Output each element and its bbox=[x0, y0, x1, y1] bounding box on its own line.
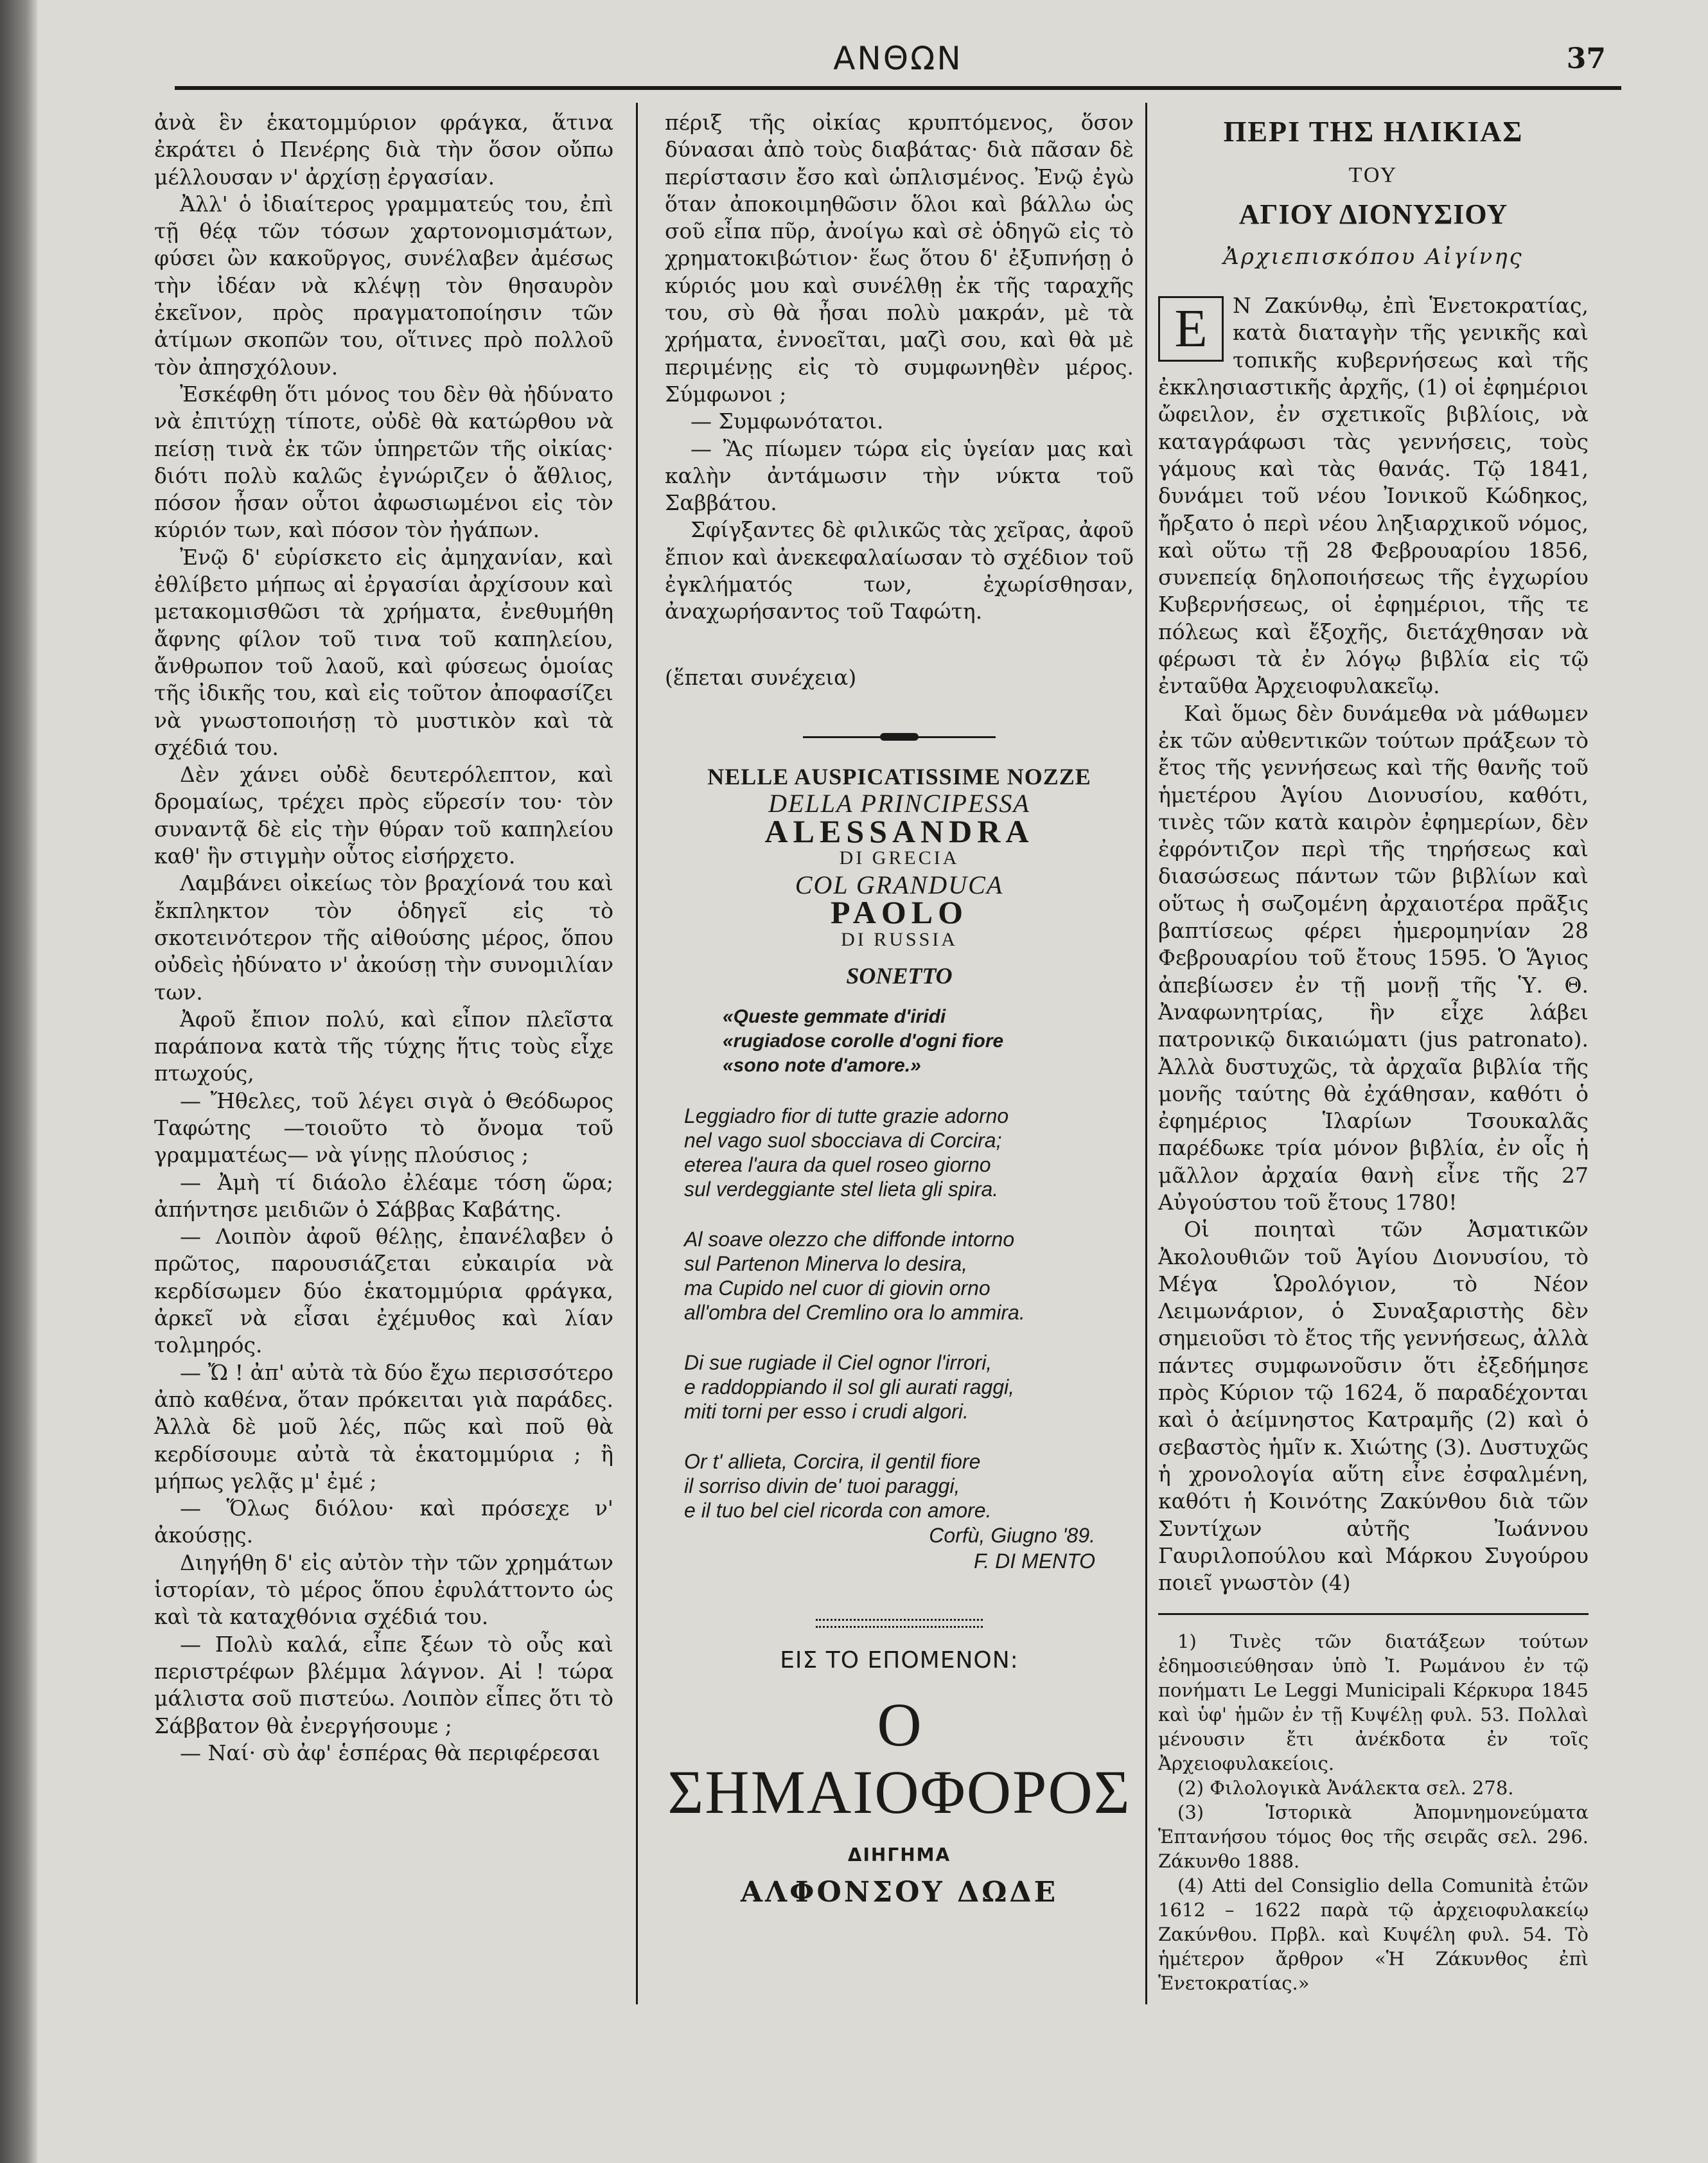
dedication-line: NELLE AUSPICATISSIME NOZZE bbox=[707, 763, 1091, 790]
column-2 bbox=[665, 109, 1134, 1909]
dedication-name: PAOLO bbox=[830, 894, 969, 931]
paragraph: — Ἀμὴ τί διάολο ἐλέαμε τόση ὥρα; ἀπήντησε μειδιῶν ὁ Σάββας Καβάτης. bbox=[154, 1169, 613, 1222]
page-number: 37 bbox=[1566, 42, 1606, 75]
dedication-name: ALESSANDRA bbox=[764, 813, 1034, 849]
next-issue-genre: ΔΙΗΓΗΜΑ bbox=[847, 1844, 951, 1866]
verse-line: Or t' allieta, Corcira, il gentil fiore bbox=[684, 1450, 981, 1474]
paragraph: πέριξ τῆς οἰκίας κρυπτόμενος, ὅσον δύνασαι ἀπὸ τοὺς διαβάτας· διὰ πᾶσαν δὲ περίστασιν ἔσο καὶ ὡπλισμένος. Ἐνῷ ἐγὼ ὅταν ἀποκοιμηθῶσιν ὅλοι καὶ βάλλω ὡς σοῦ εἶπα πῦρ, ἀνοίγω καὶ σὲ ὁδηγῶ εἰς τὸ χρηματοκιβώτιον· ἕως ὅτου δ' ἐξυπνήσῃ ὁ κύριός μου καὶ συνέλθῃ ἐκ τῆς ταραχῆς του, σὺ θὰ ἦσαι πολὺ μακράν, μὲ τὰ χρήματα, ἐννοεῖται, μαζὶ σου, καὶ θὰ μὲ περιμένῃς εἰς τὸ συμφωνηθὲν μέρος. Σύμφωνοι ; bbox=[665, 110, 1134, 407]
verse-line: miti torni per esso i crudi algori. bbox=[684, 1400, 969, 1424]
sonnet-stanza bbox=[684, 1449, 1134, 1523]
paragraph: Ἀλλ' ὁ ἰδιαίτερος γραμματεύς του, ἐπὶ τῇ θέᾳ τῶν τόσων χαρτονομισμάτων, φύσει ὢν κακοῦργος, συνέλαβεν ἀμέσως τὴν ἰδέαν νὰ κλέψῃ τὸν θησαυρὸν ἐκεῖνον, πρὸς πραγματοποίησιν τῶν ἀτίμων σκοπῶν του, οἵτινες πρὸ πολλοῦ τὸν ἀπησχόλουν. bbox=[154, 191, 613, 380]
paragraph: Ἀφοῦ ἔπιον πολύ, καὶ εἶπον πλεῖστα παράπονα κατὰ τῆς τύχης ἥτις τοὺς εἶχε πτωχούς, bbox=[154, 1006, 613, 1086]
header-rule bbox=[175, 86, 1621, 90]
sonnet-author: F. DI MENTO bbox=[973, 1549, 1095, 1573]
next-issue-author: ΑΛΦΟΝΣΟΥ ΔΩΔΕ bbox=[740, 1875, 1059, 1909]
paragraph: — Ἂς πίωμεν τώρα εἰς ὑγείαν μας καὶ καλὴν ἀντάμωσιν τὴν νύκτα τοῦ Σαββάτου. bbox=[665, 436, 1134, 516]
dedication-line: DELLA PRINCIPESSA bbox=[768, 789, 1030, 818]
verse-line: ma Cupido nel cuor di giovin orno bbox=[684, 1276, 990, 1300]
footnotes bbox=[1158, 1613, 1589, 1995]
verse-line: sul verdeggiante stel lieta gli spira. bbox=[684, 1178, 999, 1201]
paragraph: — Ἤθελες, τοῦ λέγει σιγὰ ὁ Θεόδωρος Ταφώτης —τοιοῦτο τὸ ὄνομα τοῦ γραμματέως— νὰ γίνῃς πλούσιος ; bbox=[154, 1088, 613, 1168]
next-issue-article: Ο bbox=[877, 1690, 922, 1759]
dedication-line: DI RUSSIA bbox=[841, 928, 958, 950]
paragraph: Ἐνῷ δ' εὑρίσκετο εἰς ἀμηχανίαν, καὶ ἐθλίβετο μήπως αἱ ἐργασίαι ἀρχίσουν καὶ μετακομισθῶσι τὰ χρήματα, ἐνεθυμήθη ἄφνης φίλον τοῦ τινα τοῦ καπηλείου, ἄνθρωπον τοῦ λαοῦ, καὶ φύσεως ὁμοίας τῆς ἰδικῆς του, καὶ εἰς τοῦτον ἀποφασίζει νὰ γνωστοποιήσῃ τὸ μυστικὸν καὶ τὰ σχέδιά του. bbox=[154, 544, 613, 760]
verse-line: eterea l'aura da quel roseo giorno bbox=[684, 1153, 991, 1177]
footnote: (3) Ἱστορικὰ Ἀπομνημονεύματα Ἑπτανήσου τόμος θος τῆς σειρᾶς σελ. 296. Ζάκυνθο 1888. bbox=[1158, 1801, 1589, 1873]
verse-line: e raddoppiando il sol gli aurati raggi, bbox=[684, 1375, 1015, 1399]
article-title: ΠΕΡΙ ΤΗΣ ΗΛΙΚΙΑΣ bbox=[1223, 115, 1524, 148]
paragraph: Οἱ ποιηταὶ τῶν Ἀσματικῶν Ἀκολουθιῶν τοῦ Ἁγίου Διονυσίου, τὸ Μέγα Ὡρολόγιον, τὸ Νέον Λειμωνάριον, ὁ Συναξαριστὴς δὲν σημειοῦσι τὸ ἔτος τῆς γεννήσεως, ἀλλὰ πάντες συμφωνοῦσιν ὅτι ἐξεδήμησε πρὸς Κύριον τῷ 1624, ὅ παραδέχονται καὶ ὁ ἀείμνηστος Κατραμῆς (2) καὶ ὁ σεβαστὸς ἡμῖν κ. Χιώτης (3). Δυστυχῶς ἡ χρονολογία αὕτη εἶνε ἐσφαλμένη, καθότι ἡ Κοινότης Ζακύνθου διὰ τῶν Συντίχων αὐτῆς Ἰωάννου Γαυριλοπούλου καὶ Μάρκου Συγούρου ποιεῖ γνωστὸν (4) bbox=[1158, 1217, 1589, 1596]
sonnet-stanza bbox=[684, 1104, 1134, 1201]
continued-note: (ἕπεται συνέχεια) bbox=[665, 664, 857, 690]
journal-title: ΑΝΘΩΝ bbox=[833, 40, 963, 77]
column-divider-1 bbox=[636, 103, 638, 2004]
dedication-line: DI GRECIA bbox=[839, 847, 960, 869]
sonnet-label: SONETTO bbox=[846, 963, 953, 989]
footnote: (2) Φιλολογικὰ Ἀνάλεκτα σελ. 278. bbox=[1177, 1777, 1514, 1799]
sonnet-stanza bbox=[684, 1227, 1134, 1325]
column-divider-2 bbox=[1145, 103, 1147, 2004]
article-saint-name: ΑΓΙΟΥ ΔΙΟΝΥΣΙΟΥ bbox=[1238, 198, 1508, 230]
article-title-tou: ΤΟΥ bbox=[1348, 163, 1398, 188]
paragraph: Ἐσκέφθη ὅτι μόνος του δὲν θὰ ἠδύνατο νὰ ἐπιτύχῃ τίποτε, οὐδὲ θὰ κατώρθου νὰ πείσῃ τινὰ ἐκ τῶν ὑπηρετῶν τῆς οἰκίας· διότι πολὺ καλῶς ἐγνώριζεν ὁ ἄθλιος, πόσον ἦσαν οὗτοι ἀφωσιωμένοι εἰς τὸν κύριόν των, καὶ πόσον τὸν ἠγάπων. bbox=[154, 381, 613, 543]
epigraph-line: «rugiadose corolle d'ogni fiore bbox=[723, 1030, 1004, 1052]
divider-wavy bbox=[816, 1619, 983, 1628]
sonnet-stanza bbox=[684, 1350, 1134, 1424]
paragraph: Διηγήθη δ' εἰς αὐτὸν τὴν τῶν χρημάτων ἱστορίαν, τὸ μέρος ὅπου ἐφυλάττοντο ὡς καὶ τὰ καταχθόνια σχέδιά του. bbox=[154, 1549, 613, 1630]
paragraph: Ν Ζακύνθῳ, ἐπὶ Ἑνετοκρατίας, κατὰ διαταγὴν τῆς γενικῆς καὶ τοπικῆς κυβερνήσεως καὶ τῆς ἐκκλησιαστικῆς ἀρχῆς, (1) οἱ ἐφημέριοι ὤφειλον, ἐν σχετικοῖς βιβλίοις, νὰ καταγράφωσι τὰς γεννήσεις, τοὺς γάμους καὶ τὰς θανάς. Τῷ 1841, δυνάμει τοῦ νέου Ἰονικοῦ Κώδηκος, ἤρξατο ὁ περὶ νέου ληξιαρχικοῦ νόμος, καὶ οὕτω τῇ 28 Φεβρουαρίου 1856, συνεπείᾳ δηλοποιήσεως τῆς ἐγχωρίου Κυβερνήσεως, οἱ ἐφημέριοι, τῆς τε πόλεως καὶ ἔξοχῆς, διετάχθησαν νὰ φέρωσι τὰ ἐν λόγῳ βιβλία εἰς τῷ ἐνταῦθα Ἀρχειοφυλακεῖῳ. bbox=[1158, 293, 1589, 699]
page-edge-shadow bbox=[0, 0, 37, 2163]
footnote: 1) Τινὲς τῶν διατάξεων τούτων ἐδημοσιεύθησαν ὑπὸ Ἰ. Ρωμάνου ἐν τῷ πονήματι Le Leggi Municipali Κέρκυρα 1845 καὶ ὑφ' ἡμῶν ἐν τῇ Κυψέλῃ φυλ. 53. Πολλαὶ μένουσιν ἔτι ἀνέκδοτα ἐν τοῖς Ἀρχειοφυλακείοις. bbox=[1158, 1630, 1589, 1775]
paragraph: Καὶ ὅμως δὲν δυνάμεθα νὰ μάθωμεν ἐκ τῶν αὐθεντικῶν τούτων πράξεων τὸ ἔτος τῆς γεννήσεως καὶ τῆς θανῆς τοῦ ἡμετέρου Ἁγίου Διονυσίου, καθότι, τινὲς τῶν κατὰ καιρὸν ἐφημερίων, δὲν ἐφρόντιζον περὶ τῆς τηρήσεως καὶ διασώσεως πάντων τῶν βιβλίων καὶ οὕτως ἡ σωζομένη ἀρχαιοτέρα πρᾶξις βαπτίσεως φέρει ἡμερομηνίαν 28 Φεβρουαρίου τοῦ ἔτους 1595. Ὁ Ἅγιος ἀπεβίωσεν ἐν τῇ μονῇ τῆς Ὑ. Θ. Ἀναφωνητρίας, ἣν εἶχε λάβει πατρονικῷ δικαιώματι (jus patronato). Ἀλλὰ δυστυχῶς, τὰ ἀρχαῖα βιβλία τῆς μονῆς ταύτης θὰ ἐχάθησαν, καθότι ὁ ἐφημέριος Ἱλαρίων Τσουκαλᾶς παρέδωκε τρία μόνον βιβλία, ἐν οἷς ἡ μᾶλλον ἀρχαία θανὴ εἶνε τῆς 27 Αὐγούστου τοῦ ἔτους 1780! bbox=[1158, 700, 1589, 1215]
verse-line: il sorriso divin de' tuoi paraggi, bbox=[684, 1474, 960, 1498]
drop-cap: Ε bbox=[1158, 296, 1224, 362]
paragraph: — Ὤ ! ἀπ' αὐτὰ τὰ δύο ἔχω περισσότερο ἀπὸ καθένα, ὅταν πρόκειται γιὰ παράδες. Ἀλλὰ δὲ μοῦ λές, πῶς καὶ ποῦ θὰ κερδίσουμε αὐτὰ τὰ ἑκατομμύρια ; ἢ μήπως γελᾷς μ' ἐμέ ; bbox=[154, 1359, 613, 1494]
paragraph: — Πολὺ καλά, εἶπε ξέων τὸ οὖς καὶ περιστρέφων βλέμμα λάγνον. Αἱ ! τώρα μάλιστα σοῦ πιστεύω. Λοιπὸν εἶπες ὅτι τὸ Σάββατον θὰ ἐνεργήσουμε ; bbox=[154, 1631, 613, 1738]
paragraph: Δὲν χάνει οὐδὲ δευτερόλεπτον, καὶ δρομαίως, τρέχει πρὸς εὕρεσίν του· τὸν συναντᾷ δὲ εἰς τὴν θύραν τοῦ καπηλείου καθ' ἣν στιγμὴν οὗτος εἰσήρχετο. bbox=[154, 762, 613, 869]
article-subtitle: Ἀρχιεπισκόπου Αἰγίνης bbox=[1223, 243, 1524, 270]
paragraph: — Συμφωνότατοι. bbox=[691, 409, 884, 434]
paragraph: ἀνὰ ἓν ἑκατομμύριον φράγκα, ἅτινα ἐκράτει ὁ Πενέρης διὰ τὴν ὅσον οὔπω μέλλουσαν ν' ἀρχίσῃ ἐργασίαν. bbox=[154, 110, 613, 190]
verse-line: nel vago suol sbocciava di Corcira; bbox=[684, 1129, 1002, 1152]
verse-line: Leggiadro fior di tutte grazie adorno bbox=[684, 1104, 1009, 1128]
footnote: (4) Atti del Consiglio della Comunità ἐτῶν 1612 – 1622 παρὰ τῷ ἀρχειοφυλακείῳ Ζακύνθου. Πρβλ. καὶ Κυψέλη φυλ. 54. Τὸ ἡμέτερον ἄρθρον «Ἡ Ζάκυνθος ἐπὶ Ἑνετοκρατίας.» bbox=[1158, 1875, 1589, 1995]
verse-line: Di sue rugiade il Ciel ognor l'irrori, bbox=[684, 1351, 992, 1375]
epigraph-line: «sono note d'amore.» bbox=[723, 1055, 921, 1077]
paragraph: — Ὅλως διόλου· καὶ πρόσεχε ν' ἀκούσῃς. bbox=[154, 1496, 613, 1548]
verse-line: all'ombra del Cremlino ora lo ammira. bbox=[684, 1301, 1025, 1325]
column-1-story bbox=[154, 109, 613, 1767]
verse-line: Al soave olezzo che diffonde intorno bbox=[684, 1228, 1015, 1251]
paragraph: — Λοιπὸν ἀφοῦ θέλῃς, ἐπανέλαβεν ὁ πρῶτος, παρουσιάζεται εὐκαιρία νὰ κερδίσωμεν δύο ἑκατομμύρια φράγκα, ἀρκεῖ νὰ εἶσαι ἐχέμυθος καὶ λίαν τολμηρός. bbox=[154, 1224, 613, 1358]
epigraph bbox=[723, 1005, 1134, 1078]
paragraph: — Ναί· σὺ ἀφ' ἑσπέρας θὰ περιφέρεσαι bbox=[180, 1740, 601, 1765]
article-body bbox=[1158, 292, 1589, 1596]
column-3-article bbox=[1158, 109, 1589, 1995]
page-header bbox=[175, 32, 1621, 90]
paragraph: Σφίγξαντες δὲ φιλικῶς τὰς χεῖρας, ἀφοῦ ἔπιον καὶ ἀνεκεφαλαίωσαν τὸ σχέδιον τοῦ ἐγκλήματός των, ἐχωρίσθησαν, ἀναχωρήσαντος τοῦ Ταφώτη. bbox=[665, 517, 1134, 624]
verse-line: e il tuo bel ciel ricorda con amore. bbox=[684, 1499, 992, 1523]
next-issue-heading: ΕΙΣ ΤΟ ΕΠΟΜΕΝΟΝ: bbox=[780, 1647, 1019, 1674]
epigraph-line: «Queste gemmate d'iridi bbox=[723, 1006, 946, 1028]
place-date: Corfù, Giugno '89. bbox=[929, 1524, 1095, 1548]
paragraph: Λαμβάνει οἰκείως τὸν βραχίονά του καὶ ἔκπληκτον τὸν ὁδηγεῖ εἰς τὸ σκοτεινότερον τῆς αἰθούσης μέρος, ὅπου οὐδεὶς ἠδύνατο ν' ἀκούσῃ τὴν συνομιλίαν των. bbox=[154, 870, 613, 1005]
dedication-line: COL GRANDUCA bbox=[795, 870, 1004, 900]
divider-ornament bbox=[803, 732, 996, 741]
next-issue-title: ΣΗΜΑΙΟΦΟΡΟΣ bbox=[667, 1757, 1131, 1826]
verse-line: sul Partenon Minerva lo desira, bbox=[684, 1252, 968, 1276]
